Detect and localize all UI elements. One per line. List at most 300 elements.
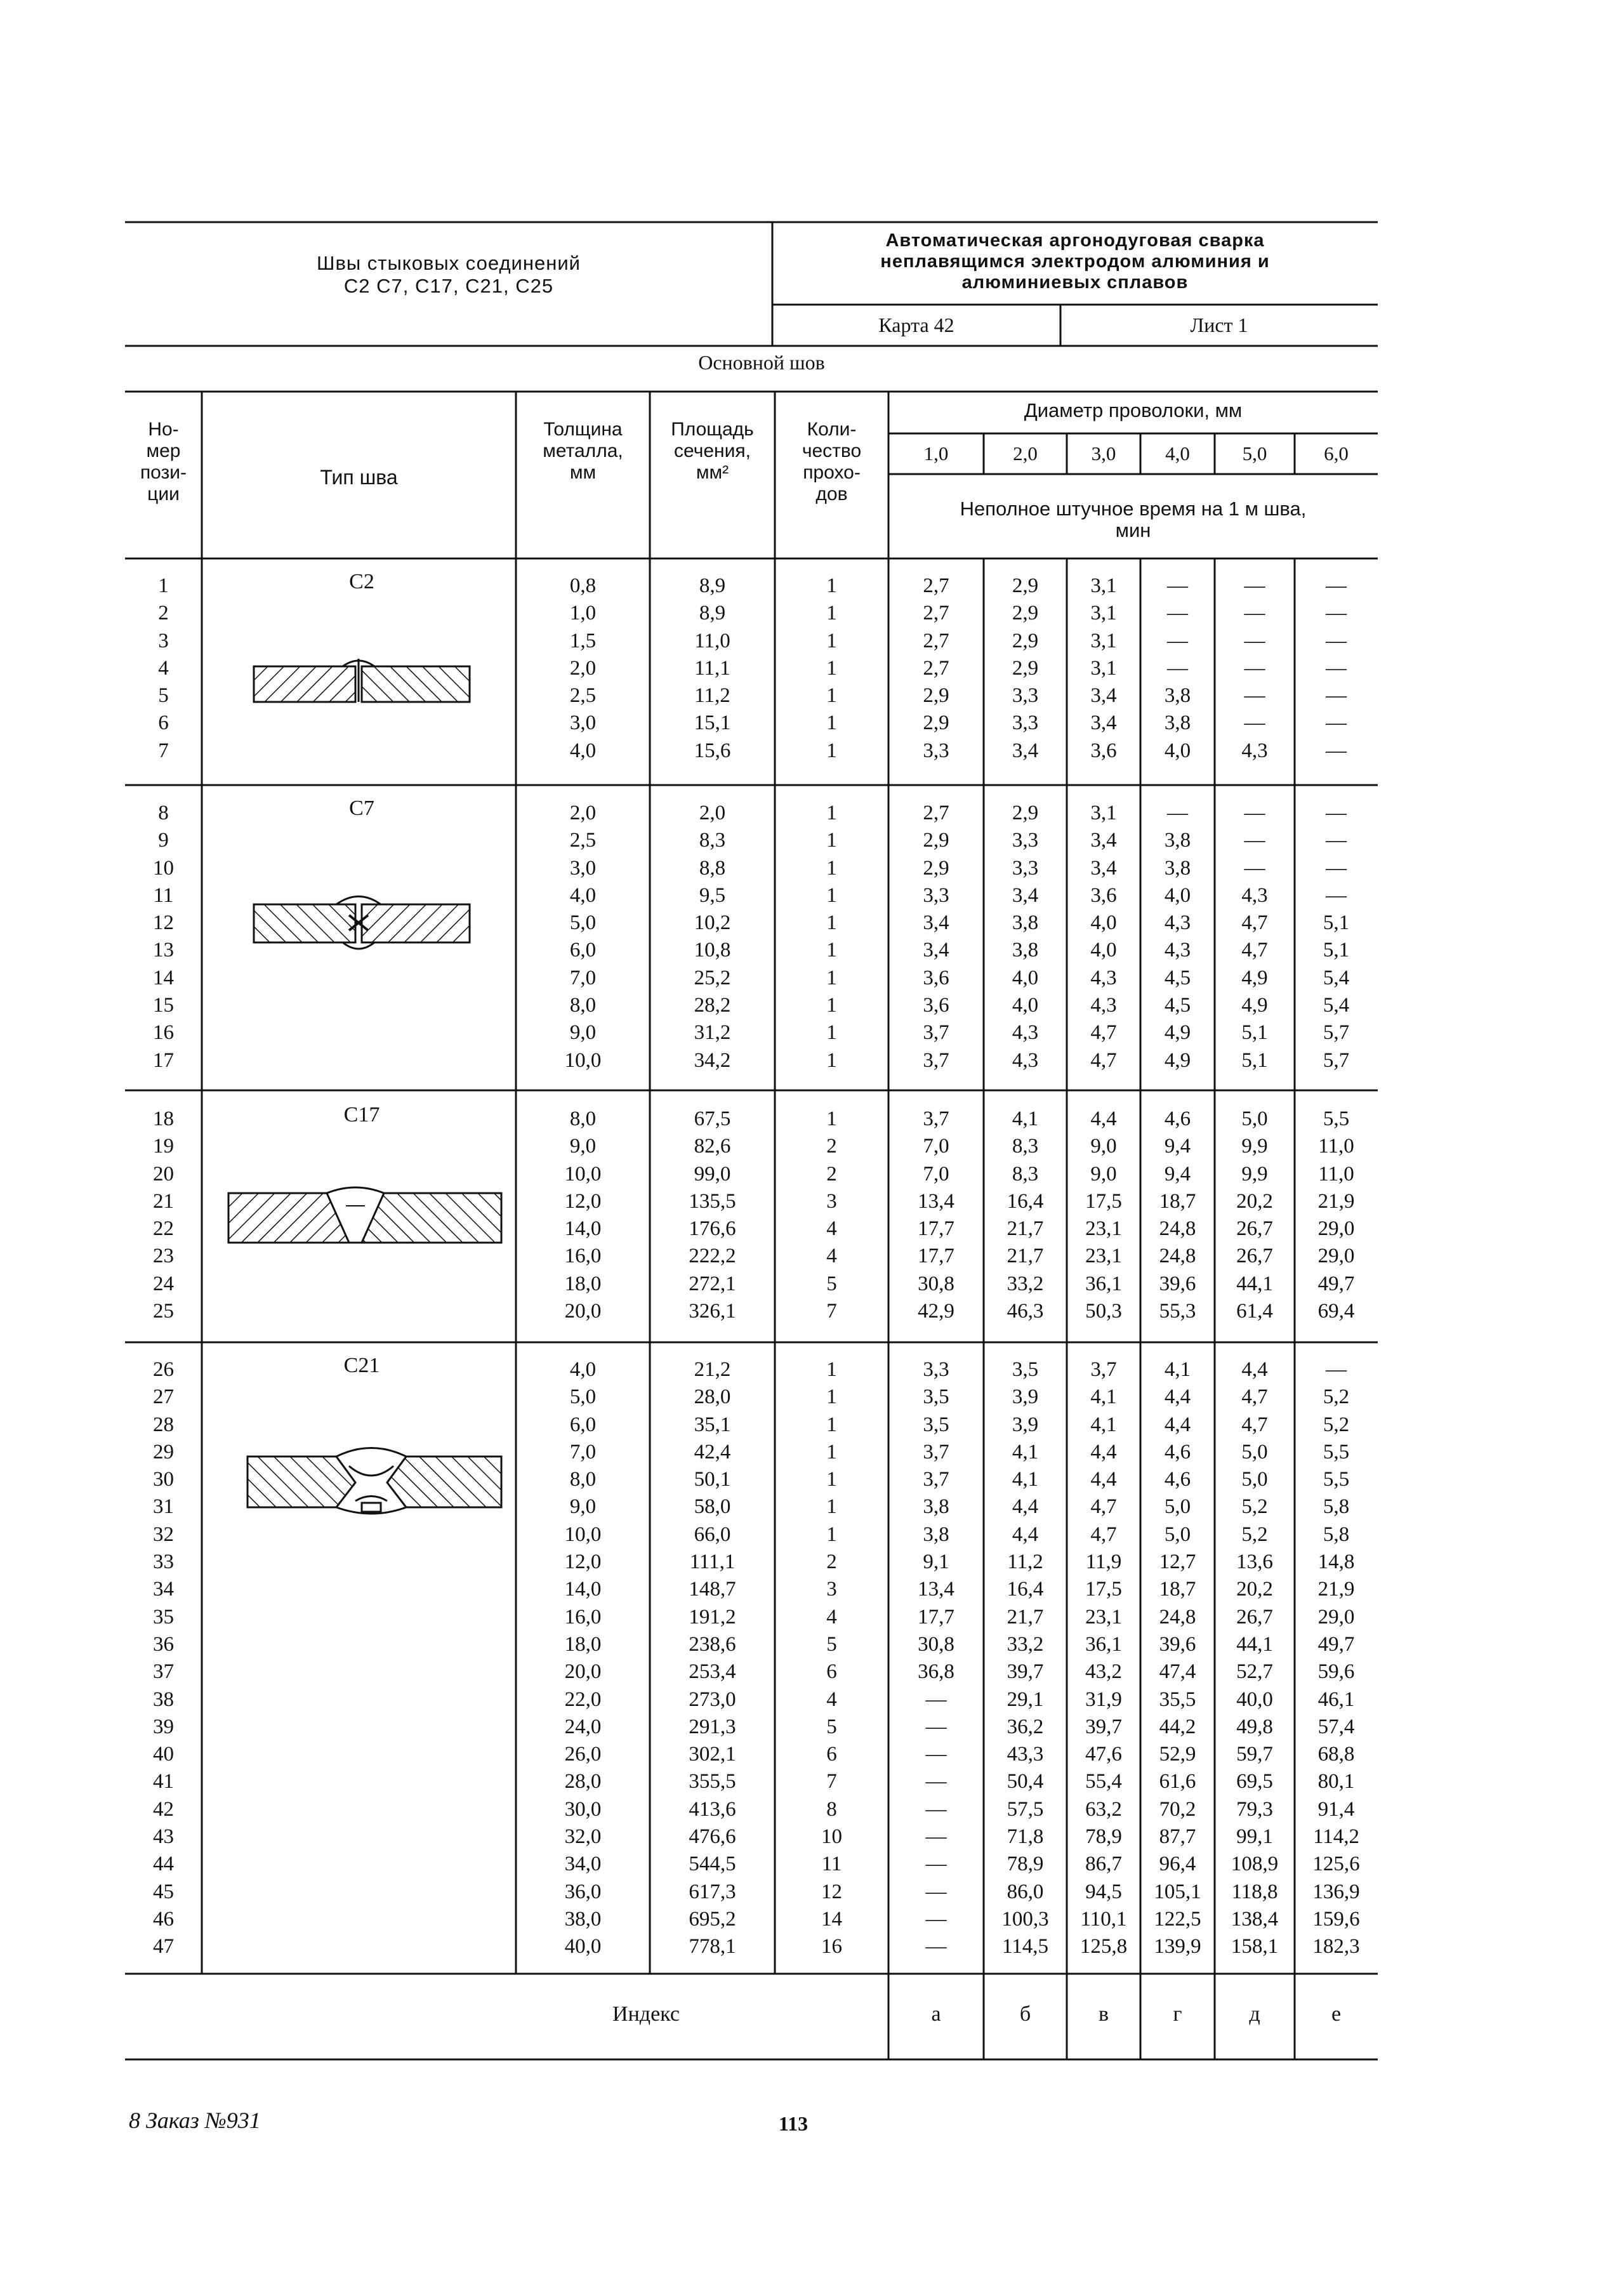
column-thickness-group-4 [516,1356,650,1961]
table-cell: — [925,1825,947,1849]
table-cell: 4,3 [1012,1021,1039,1045]
table-cell: 17,7 [918,1217,954,1241]
table-cell: 114,2 [1312,1825,1360,1849]
seam-c17-sketch-icon [222,1180,508,1257]
table-cell: 20,2 [1236,1189,1273,1213]
table-cell: 61,6 [1159,1770,1196,1794]
table-cell: 49,8 [1236,1715,1273,1738]
table-cell: 3,7 [923,1107,949,1130]
table-cell: 6,0 [569,1413,597,1436]
table-cell: 46,3 [1007,1300,1044,1323]
table-cell: 68,8 [1317,1743,1355,1766]
table-cell: 9 [158,829,169,852]
table-cell: 4,1 [1090,1413,1117,1436]
column-area-group-1 [650,572,775,765]
table-cell: 4,9 [1241,966,1268,989]
table-cell: — [1244,856,1265,880]
table-cell: 30,8 [918,1632,954,1656]
column-passes-group-1 [775,572,888,765]
table-cell: 52,7 [1236,1660,1273,1684]
table-cell: 20 [153,1162,174,1186]
table-cell: 4 [826,1605,837,1629]
table-cell: 4,0 [569,883,597,907]
table-cell: 9,1 [923,1550,949,1574]
card-number: Карта 42 [878,314,954,336]
table-cell: 4,5 [1164,994,1191,1017]
table-cell: 11 [821,1853,842,1876]
table-cell: 18,7 [1159,1189,1196,1213]
table-cell: 96,4 [1159,1853,1196,1876]
table-cell: 2,9 [923,711,949,735]
table-cell: 111,1 [689,1550,736,1574]
table-cell: 29,1 [1007,1688,1044,1711]
table-cell: 7,0 [923,1162,949,1186]
table-cell: 3,4 [1012,739,1039,762]
column-area-group-2 [650,800,775,1074]
table-cell: 40,0 [564,1935,602,1959]
column-d2-group-4 [984,1356,1067,1961]
table-cell: 476,6 [689,1825,736,1849]
table-cell: 3,0 [569,856,597,880]
diameter-3: 3,0 [1091,442,1116,465]
table-cell: 28 [153,1413,174,1436]
table-cell: 2,9 [1012,602,1039,625]
table-cell: 4,6 [1164,1468,1191,1491]
diameter-1: 1,0 [923,442,949,465]
table-cell: 5,5 [1323,1440,1350,1463]
col-head-seam-type: Тип шва [320,466,398,489]
column-d2-group-3 [984,1106,1067,1325]
table-cell: 10 [153,856,174,880]
table-cell: 1,5 [569,629,597,652]
table-cell: 39,7 [1007,1660,1044,1684]
table-cell: 9,9 [1241,1162,1268,1186]
table-cell: 2,7 [923,802,949,824]
table-cell: 5,5 [1323,1468,1350,1491]
table-cell: 38,0 [564,1907,602,1931]
table-cell: 52,9 [1159,1743,1196,1766]
table-cell: — [925,1935,947,1959]
table-cell: 1 [826,739,837,762]
table-cell: 14,8 [1317,1550,1355,1574]
table-cell: 4,0 [1090,939,1117,962]
table-cell: 36,1 [1085,1632,1122,1656]
table-cell: 46,1 [1317,1688,1355,1711]
table-cell: 413,6 [689,1797,736,1821]
table-cell: 12,7 [1159,1550,1196,1574]
table-cell: 16 [821,1935,842,1959]
table-cell: 138,4 [1231,1907,1279,1931]
column-d4-group-4 [1140,1356,1215,1961]
sheet-number: Лист 1 [1190,314,1248,336]
column-d6-group-4 [1295,1356,1378,1961]
table-cell: 87,7 [1159,1825,1196,1849]
table-cell: 15 [153,994,174,1017]
table-cell: 59,7 [1236,1743,1273,1766]
table-cell: 4,3 [1241,883,1268,907]
table-cell: 544,5 [689,1853,736,1876]
table-cell: 5,2 [1241,1495,1268,1519]
table-cell: 4,0 [569,739,597,762]
table-cell: 4,0 [1164,883,1191,907]
table-cell: 55,4 [1085,1770,1122,1794]
diameter-5: 5,0 [1242,442,1267,465]
table-cell: 5,0 [1241,1468,1268,1491]
table-cell: 136,9 [1312,1880,1360,1903]
table-cell: 3,7 [923,1440,949,1463]
col-head-time: Неполное штучное время на 1 м шва, мин [960,498,1307,541]
table-cell: 40 [153,1743,174,1766]
table-cell: 3,1 [1090,574,1117,597]
table-cell: 3,8 [923,1523,949,1546]
table-cell: 80,1 [1317,1770,1355,1794]
table-cell: 4,7 [1090,1523,1117,1546]
seam-label-c17: С17 [343,1103,380,1126]
table-cell: 9,0 [569,1135,597,1158]
table-cell: 302,1 [689,1743,736,1766]
table-cell: 23,1 [1085,1245,1122,1268]
table-cell: 3,1 [1090,802,1117,824]
table-cell: 86,7 [1085,1853,1122,1876]
index-label: Индекс [612,2002,680,2026]
table-cell: 5,1 [1323,939,1350,962]
table-cell: 9,9 [1241,1135,1268,1158]
table-cell: 4,7 [1241,939,1268,962]
column-pos-group-1 [125,572,202,765]
table-cell: 11,0 [1318,1162,1354,1186]
table-cell: 24 [153,1272,174,1295]
column-d3-group-4 [1067,1356,1140,1961]
table-cell: 26,7 [1236,1217,1273,1241]
col-head-position: Но- мер пози- ции [140,419,187,505]
table-cell: — [1326,656,1347,680]
table-cell: 10,0 [564,1523,602,1546]
table-cell: 5,4 [1323,966,1350,989]
table-cell: 778,1 [689,1935,736,1959]
table-cell: 14 [821,1907,842,1931]
table-cell: 1 [826,684,837,708]
table-cell: — [925,1853,947,1876]
table-cell: 15,6 [694,739,731,762]
table-cell: 26 [153,1358,174,1381]
table-cell: 2,7 [923,574,949,597]
table-cell: 8,9 [699,574,726,597]
table-cell: 9,0 [569,1495,597,1519]
table-cell: 23,1 [1085,1605,1122,1629]
table-cell: 21,9 [1317,1189,1355,1213]
table-cell: 13,6 [1236,1550,1273,1574]
table-cell: 26,0 [564,1743,602,1766]
table-cell: 82,6 [694,1135,731,1158]
index-b: б [1019,2002,1031,2026]
table-cell: 19 [153,1135,174,1158]
table-cell: 4,3 [1164,911,1191,935]
table-cell: 42,9 [918,1300,954,1323]
table-cell: — [1244,629,1265,652]
table-cell: — [925,1770,947,1794]
table-cell: 24,8 [1159,1245,1196,1268]
table-cell: 42,4 [694,1440,731,1463]
index-a: а [931,2002,941,2026]
table-cell: 3,6 [923,994,949,1017]
table-cell: — [1326,711,1347,735]
table-cell: 20,2 [1236,1578,1273,1601]
table-cell: 24,8 [1159,1605,1196,1629]
table-cell: 4,4 [1090,1107,1117,1130]
table-cell: 1 [826,856,837,880]
table-cell: 1 [826,994,837,1017]
table-cell: 2,0 [699,802,726,824]
index-g: г [1173,2002,1182,2026]
column-d6-group-1 [1295,572,1378,765]
column-area-group-3 [650,1106,775,1325]
table-cell: 18 [153,1107,174,1130]
table-cell: 5,0 [1164,1523,1191,1546]
order-number: 8 Заказ №931 [129,2108,261,2133]
table-cell: 28,2 [694,994,731,1017]
table-cell: 26,7 [1236,1245,1273,1268]
table-cell: 1 [826,1021,837,1045]
table-cell: 44 [153,1853,174,1876]
table-cell: 2,9 [1012,802,1039,824]
column-pos-group-3 [125,1106,202,1325]
column-d2-group-2 [984,800,1067,1074]
column-d1-group-2 [888,800,984,1074]
table-cell: 49,7 [1317,1272,1355,1295]
table-cell: 2 [826,1162,837,1186]
table-cell: 4,3 [1090,966,1117,989]
table-cell: 3 [826,1189,837,1213]
table-cell: — [925,1907,947,1931]
seam-label-c7: С7 [349,796,374,820]
table-cell: 14,0 [564,1578,602,1601]
table-cell: 5,1 [1241,1048,1268,1072]
table-cell: — [1167,802,1188,824]
table-cell: 3,4 [1012,883,1039,907]
table-cell: 23 [153,1245,174,1268]
table-cell: — [1244,656,1265,680]
table-cell: 4,0 [1012,994,1039,1017]
table-cell: 47 [153,1935,174,1959]
table-cell: 4 [826,1688,837,1711]
table-cell: 3,5 [923,1413,949,1436]
table-cell: 4,7 [1241,911,1268,935]
table-cell: 39,6 [1159,1272,1196,1295]
table-cell: 30,0 [564,1797,602,1821]
table-cell: 5,0 [1241,1107,1268,1130]
table-cell: 5,0 [569,911,597,935]
table-cell: 4,9 [1164,1048,1191,1072]
table-cell: 2,9 [923,856,949,880]
column-d2-group-1 [984,572,1067,765]
table-cell: 9,4 [1164,1135,1191,1158]
table-cell: 6 [158,711,169,735]
table-cell: 2 [826,1135,837,1158]
table-cell: 25,2 [694,966,731,989]
table-cell: 3,4 [1090,829,1117,852]
table-cell: 4 [826,1245,837,1268]
table-cell: 4,4 [1164,1413,1191,1436]
table-cell: 13,4 [918,1578,954,1601]
table-cell: 191,2 [689,1605,736,1629]
table-cell: 3,5 [1012,1358,1039,1381]
table-cell: 5,0 [1241,1440,1268,1463]
table-cell: 0,8 [569,574,597,597]
table-cell: — [1326,883,1347,907]
table-cell: 33,2 [1007,1272,1044,1295]
table-cell: 43 [153,1825,174,1849]
table-cell: 5,7 [1323,1021,1350,1045]
column-d4-group-2 [1140,800,1215,1074]
column-thickness-group-3 [516,1106,650,1325]
table-cell: 4,1 [1012,1440,1039,1463]
table-cell: 7,0 [923,1135,949,1158]
table-cell: 31,2 [694,1021,731,1045]
table-cell: — [1326,1358,1347,1381]
table-cell: 2,7 [923,602,949,625]
table-cell: 44,2 [1159,1715,1196,1738]
table-cell: 6 [826,1660,837,1684]
table-cell: 2,0 [569,802,597,824]
table-cell: 4,7 [1241,1413,1268,1436]
table-cell: 3,7 [923,1048,949,1072]
table-cell: 2,7 [923,629,949,652]
table-cell: 4,1 [1090,1385,1117,1409]
table-cell: 4,5 [1164,966,1191,989]
table-cell: 6,0 [569,939,597,962]
table-cell: 182,3 [1312,1935,1360,1959]
table-cell: 2,9 [1012,629,1039,652]
table-cell: 20,0 [564,1300,602,1323]
table-cell: 100,3 [1001,1907,1049,1931]
table-cell: 1 [826,711,837,735]
table-cell: 3,4 [923,911,949,935]
table-cell: 3,4 [923,939,949,962]
table-cell: — [1326,856,1347,880]
table-cell: 2,5 [569,829,597,852]
header-right [772,219,1378,346]
table-cell: 47,6 [1085,1743,1122,1766]
table-cell: 26,7 [1236,1605,1273,1629]
table-cell: 5,2 [1241,1523,1268,1546]
table-cell: 135,5 [689,1189,736,1213]
table-cell: 79,3 [1236,1797,1273,1821]
column-d5-group-2 [1215,800,1295,1074]
table-cell: 158,1 [1231,1935,1279,1959]
table-cell: 5,0 [569,1385,597,1409]
table-cell: 4,7 [1241,1385,1268,1409]
table-cell: — [925,1743,947,1766]
table-cell: 8,0 [569,1468,597,1491]
table-cell: 7 [826,1770,837,1794]
table-cell: 22 [153,1217,174,1241]
table-cell: — [1167,656,1188,680]
table-cell: 4,7 [1090,1021,1117,1045]
table-cell: 11,1 [694,656,730,680]
table-cell: 91,4 [1317,1797,1355,1821]
column-passes-group-4 [775,1356,888,1961]
table-cell: 4,4 [1164,1385,1191,1409]
table-cell: 3,3 [923,883,949,907]
table-cell: 5,1 [1241,1021,1268,1045]
table-cell: 11 [153,883,174,907]
table-cell: 15,1 [694,711,731,735]
table-cell: 50,4 [1007,1770,1044,1794]
table-cell: 3,1 [1090,656,1117,680]
diameter-6: 6,0 [1324,442,1349,465]
table-cell: 3,6 [923,966,949,989]
table-cell: 23,1 [1085,1217,1122,1241]
table-cell: 3,7 [1090,1358,1117,1381]
table-cell: 5,0 [1164,1495,1191,1519]
col-head-wire-diameter: Диаметр проволоки, мм [1024,399,1243,421]
joints-title: Швы стыковых соединений [317,252,581,274]
column-d1-group-1 [888,572,984,765]
table-cell: 39,6 [1159,1632,1196,1656]
column-d6-group-3 [1295,1106,1378,1325]
table-cell: 41 [153,1770,174,1794]
table-cell: 238,6 [689,1632,736,1656]
table-cell: 8,3 [1012,1135,1039,1158]
table-cell: 114,5 [1001,1935,1049,1959]
table-cell: 3 [826,1578,837,1601]
table-cell: 21 [153,1189,174,1213]
table-cell: 3,8 [1012,911,1039,935]
table-cell: 17,5 [1085,1189,1122,1213]
table-cell: 695,2 [689,1907,736,1931]
table-cell: 4,1 [1164,1358,1191,1381]
table-cell: 5,5 [1323,1107,1350,1130]
table-cell: 49,7 [1317,1632,1355,1656]
table-cell: 3,3 [923,739,949,762]
table-cell: 139,9 [1154,1935,1201,1959]
table-cell: 22,0 [564,1688,602,1711]
table-cell: 3,1 [1090,602,1117,625]
table-cell: 31 [153,1495,174,1519]
table-cell: 33 [153,1550,174,1574]
table-cell: 3,8 [1164,856,1191,880]
table-cell: 39 [153,1715,174,1738]
table-cell: 12,0 [564,1550,602,1574]
table-cell: 16,4 [1007,1578,1044,1601]
joints-list: С2 С7, С17, С21, С25 [343,275,554,297]
table-cell: 43,3 [1007,1743,1044,1766]
table-cell: 4,3 [1090,994,1117,1017]
table-cell: 2,9 [1012,574,1039,597]
table-cell: 27 [153,1385,174,1409]
table-cell: 14 [153,966,174,989]
table-cell: 3,3 [1012,856,1039,880]
column-d4-group-1 [1140,572,1215,765]
table-cell: 4,3 [1164,939,1191,962]
table-cell: 3,8 [923,1495,949,1519]
table-cell: 148,7 [689,1578,736,1601]
table-cell: 8,3 [1012,1162,1039,1186]
table-cell: 2,9 [923,829,949,852]
table-cell: 2,9 [1012,656,1039,680]
table-cell: 3,7 [923,1021,949,1045]
table-cell: 5 [158,684,169,708]
table-cell: 1 [826,1468,837,1491]
table-cell: 40,0 [1236,1688,1273,1711]
table-cell: 34 [153,1578,174,1601]
table-cell: 125,6 [1312,1853,1360,1876]
table-cell: — [1326,802,1347,824]
table-cell: 67,5 [694,1107,731,1130]
table-cell: 29 [153,1440,174,1463]
table-cell: 33,2 [1007,1632,1044,1656]
table-cell: 5,4 [1323,994,1350,1017]
